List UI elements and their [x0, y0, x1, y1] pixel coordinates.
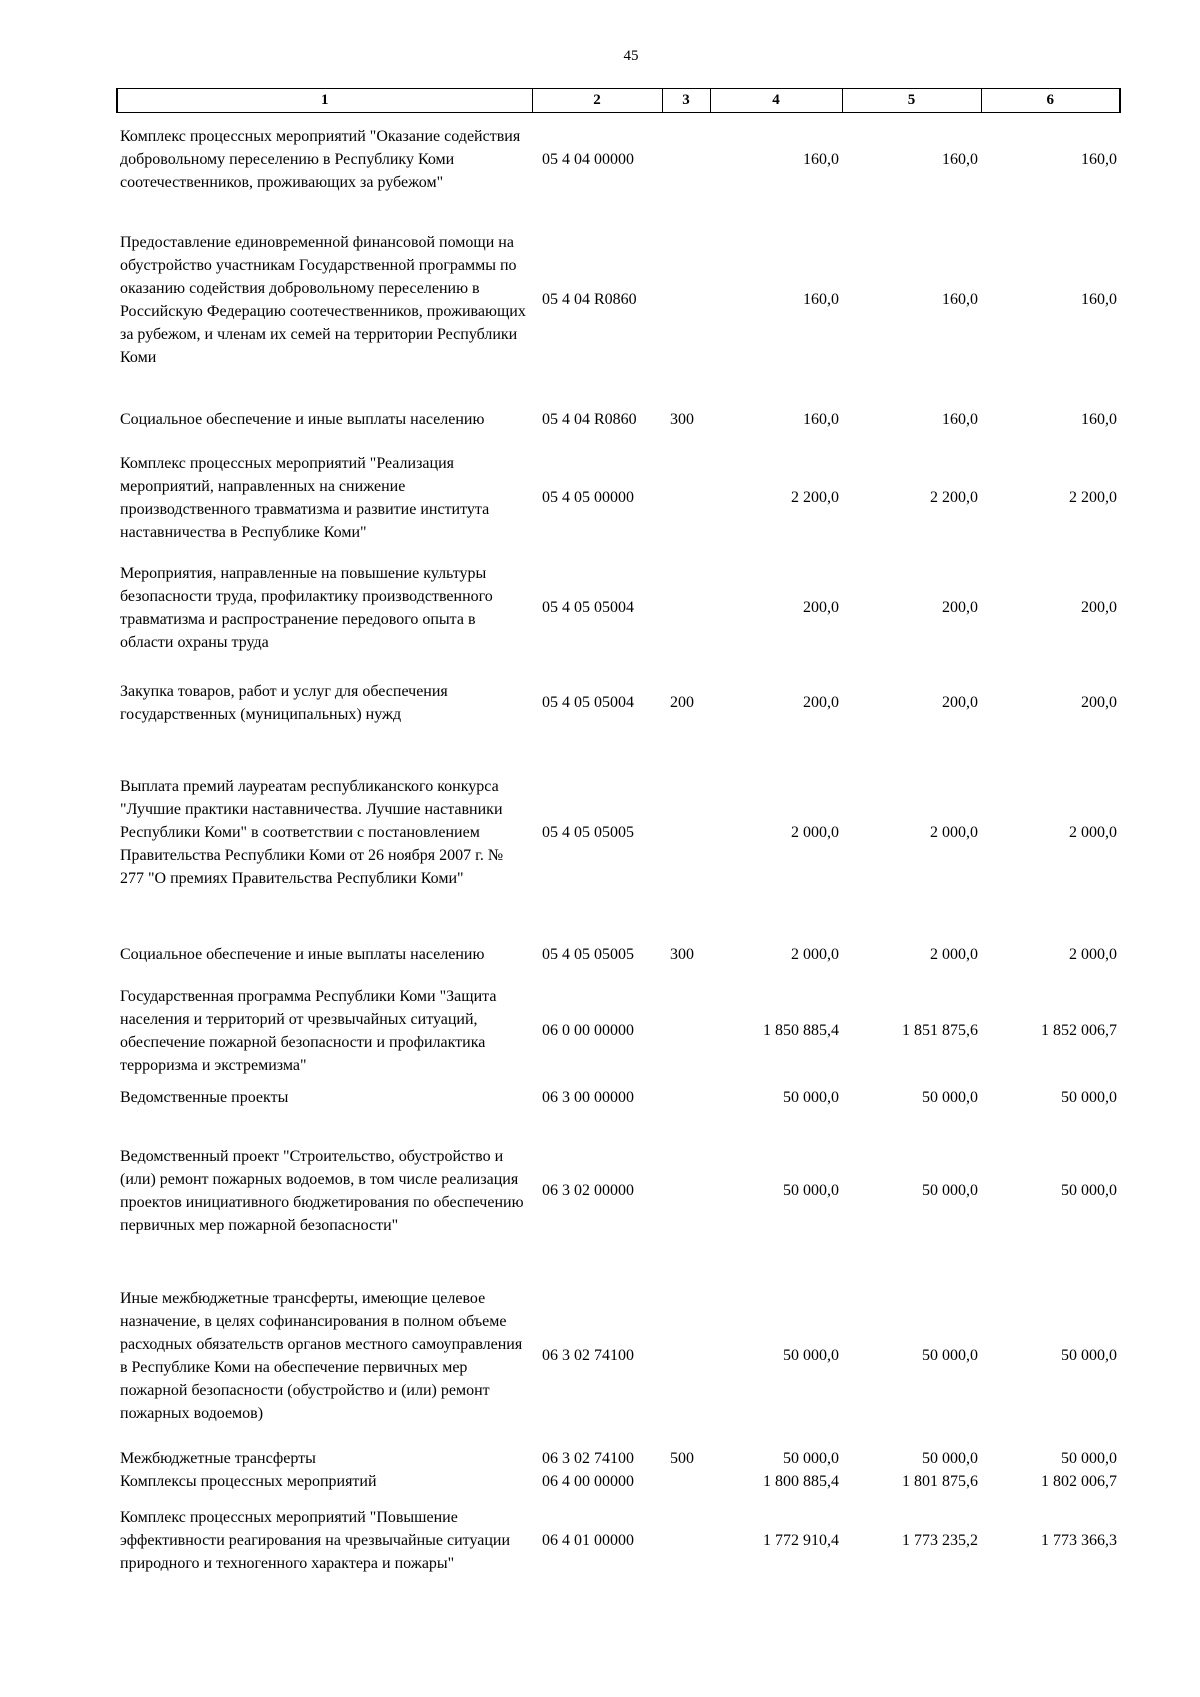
row-expense-type: 200 [670, 694, 694, 711]
table-row [117, 207, 1120, 393]
table-row [117, 927, 1120, 983]
row-value-2: 1 773 235,2 [902, 1532, 978, 1549]
row-value-3: 50 000,0 [1061, 1182, 1117, 1199]
row-value-3: 160,0 [1081, 411, 1117, 428]
row-value-3: 50 000,0 [1061, 1347, 1117, 1364]
row-name: Комплекс процессных мероприятий "Повышение эффективности реагирования на чрезвычайные ситуации природного и техногенного характера и пожары" [120, 1509, 511, 1572]
row-value-2: 160,0 [942, 151, 978, 169]
row-value-2: 200,0 [942, 694, 978, 711]
row-value-1: 160,0 [803, 411, 839, 428]
row-name: Социальное обеспечение и иные выплаты населению [120, 411, 485, 428]
row-expense-type [662, 1470, 710, 1493]
row-expense-type: 300 [670, 946, 694, 963]
row-code: 06 3 02 74100 [542, 1347, 634, 1364]
row-expense-type: 500 [670, 1449, 694, 1467]
row-value-3: 50 000,0 [1061, 1449, 1117, 1467]
row-expense-type [662, 1079, 710, 1117]
row-value-1: 50 000,0 [783, 1347, 839, 1364]
row-code: 06 4 00 00000 [542, 1472, 634, 1490]
row-value-3: 200,0 [1081, 599, 1117, 616]
table-row [117, 1079, 1120, 1117]
row-code: 05 4 05 00000 [542, 489, 634, 506]
row-value-2: 2 000,0 [930, 824, 978, 841]
row-expense-type [662, 983, 710, 1079]
row-expense-type [662, 207, 710, 393]
row-name: Иные межбюджетные трансферты, имеющие целевое назначение, в целях софинансирования в полном объеме расходных обязательств органов местного самоуправления в Республике Коми на обеспечение первичных мер пожарной безопасности (обустройство и (или) ремонт пожарных водоемов) [120, 1289, 523, 1422]
row-expense-type [662, 739, 710, 927]
row-code: 06 3 02 74100 [542, 1449, 634, 1467]
header-col-4: 4 [710, 89, 842, 113]
table-row [117, 983, 1120, 1079]
row-value-3: 160,0 [1081, 291, 1117, 308]
row-code: 06 3 00 00000 [542, 1089, 634, 1106]
row-value-3: 200,0 [1081, 694, 1117, 711]
row-name: Предоставление единовременной финансовой помощи на обустройство участникам Государственной программы по оказанию содействия добровольному переселению в Российскую Федерацию соотечественников, проживающих за рубежом, и членам их семей на территории Республики Коми [120, 233, 526, 366]
row-value-1: 50 000,0 [783, 1449, 839, 1467]
row-value-2: 50 000,0 [922, 1182, 978, 1199]
row-value-3: 2 000,0 [1069, 824, 1117, 841]
table-row [117, 667, 1120, 739]
row-code: 05 4 04 R0860 [542, 291, 637, 308]
row-name: Ведомственный проект "Строительство, обустройство и (или) ремонт пожарных водоемов, в том числе реализация проектов инициативного бюджетирования по обеспечению первичных мер пожарной безопасности" [120, 1147, 524, 1234]
row-name: Комплекс процессных мероприятий "Реализация мероприятий, направленных на снижение производственного травматизма и развитие института наставничества в Республике Коми" [120, 454, 490, 541]
row-name: Государственная программа Республики Коми "Защита населения и территорий от чрезвычайных ситуаций, обеспечение пожарной безопасности и профилактика терроризма и экстремизма" [120, 987, 497, 1074]
row-code: 05 4 04 R0860 [542, 411, 637, 428]
row-value-2: 50 000,0 [922, 1449, 978, 1467]
row-value-3: 1 773 366,3 [1041, 1532, 1117, 1549]
row-value-3: 160,0 [1081, 151, 1117, 169]
table-row [117, 393, 1120, 447]
row-value-3: 1 802 006,7 [1041, 1472, 1117, 1490]
row-name: Выплата премий лауреатам республиканского конкурса "Лучшие практики наставничества. Лучшие наставники Республики Коми" в соответствии с постановлением Правительства Республики Коми от 26 ноября 2007 г. № 277 "О премиях Правительства Республики Коми" [120, 778, 504, 887]
row-value-2: 160,0 [942, 411, 978, 428]
row-value-1: 1 850 885,4 [763, 1022, 839, 1039]
table-row [117, 1447, 1120, 1470]
row-code: 05 4 04 00000 [542, 151, 634, 169]
table-row [117, 1117, 1120, 1265]
row-value-1: 160,0 [803, 291, 839, 308]
row-code: 06 4 01 00000 [542, 1532, 634, 1549]
row-expense-type [662, 1117, 710, 1265]
row-name: Ведомственные проекты [120, 1089, 289, 1106]
table-row [117, 549, 1120, 667]
header-col-2: 2 [532, 89, 662, 113]
budget-table [116, 88, 1121, 1589]
row-value-2: 1 801 875,6 [902, 1472, 978, 1490]
row-name: Закупка товаров, работ и услуг для обеспечения государственных (муниципальных) нужд [120, 682, 448, 723]
row-code: 05 4 05 05005 [542, 946, 634, 963]
header-row [117, 89, 1120, 113]
row-code: 05 4 05 05004 [542, 599, 634, 616]
table-row [117, 447, 1120, 549]
row-value-2: 160,0 [942, 291, 978, 308]
table-body [117, 113, 1120, 1589]
header-col-1: 1 [117, 89, 532, 113]
row-name: Мероприятия, направленные на повышение культуры безопасности труда, профилактику производственного травматизма и распространение передового опыта в области охраны труда [120, 564, 493, 651]
table-row [117, 113, 1120, 207]
row-value-1: 2 000,0 [791, 824, 839, 841]
table-row [117, 1470, 1120, 1493]
row-code: 05 4 05 05005 [542, 824, 634, 841]
row-expense-type [662, 113, 710, 207]
row-value-2: 50 000,0 [922, 1347, 978, 1364]
row-value-3: 50 000,0 [1061, 1089, 1117, 1106]
row-value-1: 200,0 [803, 694, 839, 711]
row-value-1: 2 200,0 [791, 489, 839, 506]
row-expense-type [662, 447, 710, 549]
row-value-3: 2 200,0 [1069, 489, 1117, 506]
row-value-1: 2 000,0 [791, 946, 839, 963]
row-value-3: 2 000,0 [1069, 946, 1117, 963]
row-value-2: 2 000,0 [930, 946, 978, 963]
table-row [117, 1265, 1120, 1447]
row-code: 06 0 00 00000 [542, 1022, 634, 1039]
row-name: Межбюджетные трансферты [120, 1449, 316, 1467]
row-name: Комплекс процессных мероприятий "Оказание содействия добровольному переселению в Республику Коми соотечественников, проживающих за рубежом" [120, 128, 521, 192]
row-value-2: 1 851 875,6 [902, 1022, 978, 1039]
table-row [117, 739, 1120, 927]
row-value-1: 50 000,0 [783, 1182, 839, 1199]
row-value-1: 1 800 885,4 [763, 1472, 839, 1490]
row-value-1: 50 000,0 [783, 1089, 839, 1106]
header-col-6: 6 [981, 89, 1120, 113]
row-value-2: 200,0 [942, 599, 978, 616]
page-number: 45 [623, 48, 639, 64]
row-expense-type: 300 [670, 411, 694, 428]
row-value-2: 50 000,0 [922, 1089, 978, 1106]
row-name: Комплексы процессных мероприятий [120, 1472, 377, 1490]
row-expense-type [662, 1493, 710, 1589]
row-value-1: 160,0 [803, 151, 839, 169]
row-value-1: 1 772 910,4 [763, 1532, 839, 1549]
row-name: Социальное обеспечение и иные выплаты населению [120, 946, 485, 963]
row-value-3: 1 852 006,7 [1041, 1022, 1117, 1039]
table-row [117, 1493, 1120, 1589]
row-expense-type [662, 1265, 710, 1447]
row-value-1: 200,0 [803, 599, 839, 616]
row-expense-type [662, 549, 710, 667]
header-col-5: 5 [842, 89, 981, 113]
row-code: 05 4 05 05004 [542, 694, 634, 711]
row-value-2: 2 200,0 [930, 489, 978, 506]
row-code: 06 3 02 00000 [542, 1182, 634, 1199]
header-col-3: 3 [662, 89, 710, 113]
